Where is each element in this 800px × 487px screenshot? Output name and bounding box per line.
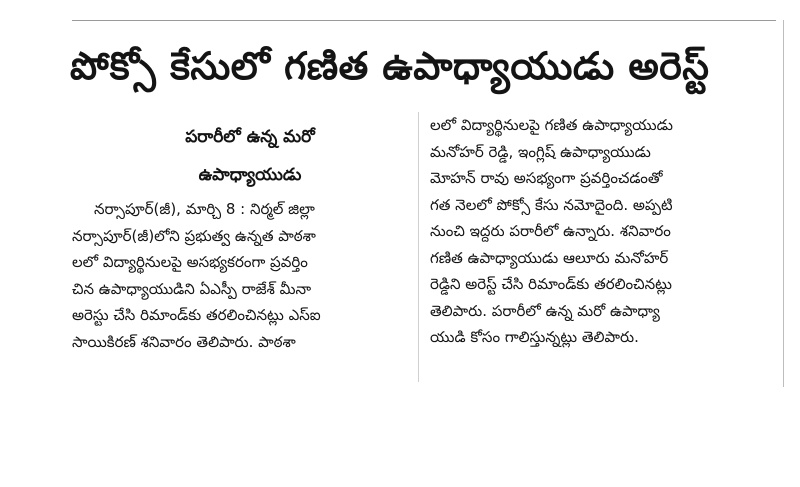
article-subheadline xyxy=(120,118,380,194)
body-line: నర్సాపూర్(జీ)లోని ప్రభుత్వ ఉన్నత పాఠశా xyxy=(72,226,316,245)
article-body-right-column xyxy=(430,112,775,351)
body-line: నుంచి ఇద్దరు పరారీలో ఉన్నారు. శనివారం xyxy=(430,222,671,240)
top-rule xyxy=(72,20,776,21)
body-line: అరెస్టు చేసి రిమాండ్‌కు తరలించినట్లు ఎస్ఐ xyxy=(72,306,321,324)
body-line: రెడ్డిని అరెస్ట్ చేసి రిమాండ్‌కు తరలించినట్లు xyxy=(430,275,672,293)
body-line: లలో విద్యార్థినులపై గణిత ఉపాధ్యాయుడు xyxy=(430,116,673,134)
body-line: గత నెలలో పోక్సో కేసు నమోదైంది. అప్పటి xyxy=(430,195,673,214)
article-headline: పోక్సో కేసులో గణిత ఉపాధ్యాయుడు అరెస్ట్ xyxy=(70,44,710,88)
article-body-left-column xyxy=(72,196,412,355)
body-line: లలో విద్యార్థినులపై అసభ్యకరంగా ప్రవర్తిం xyxy=(72,253,308,271)
body-line: మనోహర్ రెడ్డి, ఇంగ్లిష్ ఉపాధ్యాయుడు xyxy=(430,142,651,161)
body-line: నర్సాపూర్(జీ), మార్చి 8 : నిర్మల్ జిల్లా xyxy=(94,200,315,218)
body-line: గణిత ఉపాధ్యాయుడు ఆలూరు మనోహర్ xyxy=(430,248,669,267)
subheadline-line-1: పరారీలో ఉన్న మరో xyxy=(185,127,315,147)
right-border-rule xyxy=(783,20,784,387)
body-line: చిన ఉపాధ్యాయుడిని ఏఎస్పీ రాజేశ్ మీనా xyxy=(72,279,312,298)
body-line: యుడి కోసం గాలిస్తున్నట్లు తెలిపారు. xyxy=(430,328,639,346)
body-line: సాయికిరణ్ శనివారం తెలిపారు. పాఠశా xyxy=(72,332,296,351)
column-divider xyxy=(418,112,419,382)
body-line: మోహన్ రావు అసభ్యంగా ప్రవర్తించడంతో xyxy=(430,169,663,187)
subheadline-line-2: ఉపాధ్యాయుడు xyxy=(198,165,302,185)
body-line: తెలిపారు. పరారీలో ఉన్న మరో ఉపాధ్యా xyxy=(430,301,660,320)
